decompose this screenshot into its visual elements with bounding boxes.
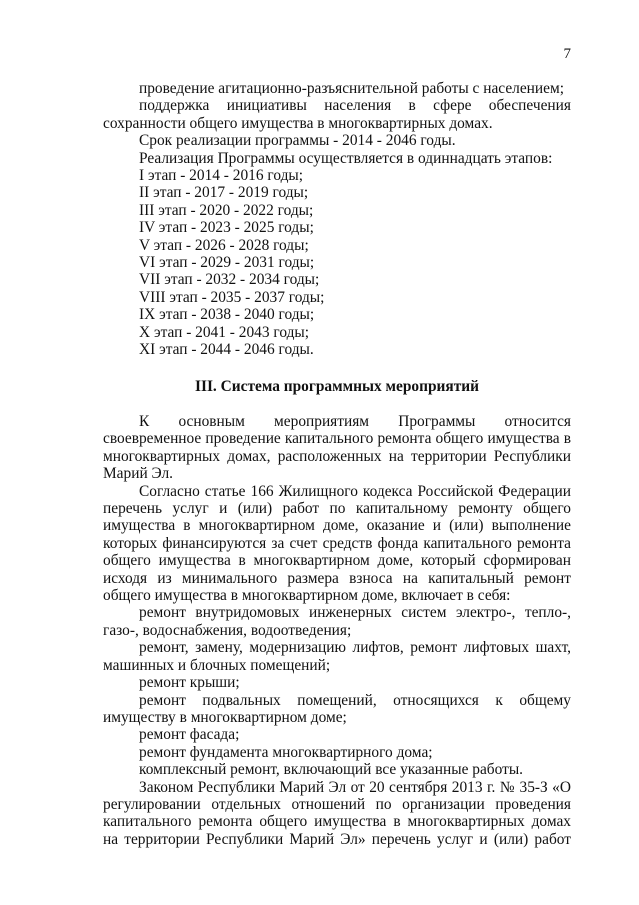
work-item: ремонт, замену, модернизацию лифтов, ремонт лифтовых шахт, машинных и блочных помещений; — [103, 639, 571, 674]
stage-item: IV этап - 2023 - 2025 годы; — [139, 219, 314, 237]
work-item: ремонт крыши; — [139, 674, 240, 692]
program-term: Срок реализации программы - 2014 - 2046 годы. — [139, 132, 456, 150]
stages-intro: Реализация Программы осуществляется в одиннадцать этапов: — [139, 149, 553, 167]
section-paragraph-main-measures: К основным мероприятиям Программы относится своевременное проведение капитального ремонта общего имущества в многоквартирных домах, расположенных на территории Республики Марий Эл. — [103, 413, 571, 483]
stage-item: I этап - 2014 - 2016 годы; — [139, 167, 304, 184]
stage-item: II этап - 2017 - 2019 годы; — [139, 184, 309, 202]
section-heading-block — [103, 378, 571, 395]
stage-item: VII этап - 2032 - 2034 годы; — [139, 271, 320, 289]
stages-list — [103, 167, 571, 358]
stage-item: V этап - 2026 - 2028 годы; — [139, 236, 309, 254]
work-item: ремонт внутридомовых инженерных систем электро-, тепло-, газо-, водоснабжения, водоотведения; — [103, 604, 571, 639]
stage-item: X этап - 2041 - 2043 годы; — [139, 323, 310, 341]
section-paragraph-article-166: Согласно статье 166 Жилищного кодекса Российской Федерации перечень услуг и (или) работ по капитальному ремонту общего имущества в многоквартирном доме, оказание и (или) выполнение которых финансируются за счет средств фонда капитального ремонта общего имущества в многоквартирном доме, который сформирован исходя из минимального размера взноса на капитальный ремонт общего имущества в многоквартирном доме, включает в себя: — [103, 482, 571, 605]
stage-item: VIII этап - 2035 - 2037 годы; — [139, 288, 325, 306]
law-paragraph: Законом Республики Марий Эл от 20 сентября 2013 г. № 35-З «О регулировании отдельных отношений по организации проведения капитального ремонта общего имущества в многоквартирных домах на территории Республики Марий Эл» перечень услуг и (или) работ — [103, 778, 571, 848]
work-item: ремонт фасада; — [139, 726, 240, 744]
work-item: комплексный ремонт, включающий все указанные работы. — [139, 761, 524, 779]
stage-item: VI этап - 2029 - 2031 годы; — [139, 254, 315, 272]
work-item: ремонт фундамента многоквартирного дома; — [139, 743, 433, 761]
section-body — [103, 413, 571, 848]
intro-line-outreach: проведение агитационно-разъяснительной работы с населением; — [139, 80, 564, 97]
stage-item: XI этап - 2044 - 2046 годы. — [139, 341, 314, 359]
stage-item: IX этап - 2038 - 2040 годы; — [139, 306, 315, 324]
intro-line-initiative: поддержка инициативы населения в сфере обеспечения сохранности общего имущества в многоквартирных домах. — [103, 97, 571, 132]
page-number: 7 — [563, 46, 571, 62]
stage-item: III этап - 2020 - 2022 годы; — [139, 201, 314, 219]
section-heading: III. Система программных мероприятий — [194, 378, 480, 395]
intro-block — [103, 80, 571, 167]
work-item: ремонт подвальных помещений, относящихся к общему имуществу в многоквартирном доме; — [103, 691, 571, 726]
